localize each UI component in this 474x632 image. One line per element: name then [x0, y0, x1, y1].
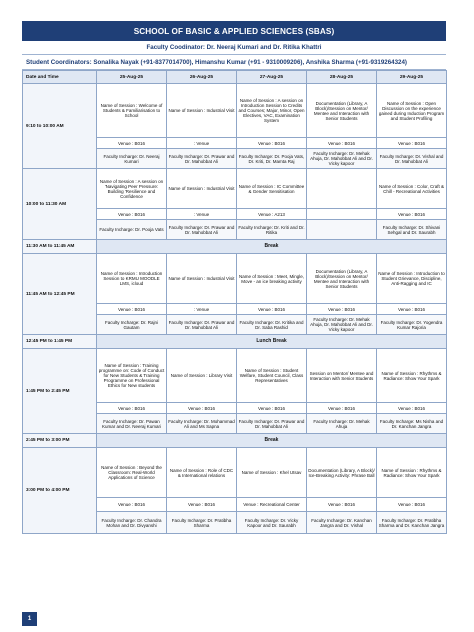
schedule-table [22, 70, 447, 534]
faculty-cell: Faculty Incharge: Dr. Prawar and Dr. Mahobbat Ali [237, 414, 307, 434]
session-cell: Name of Session : Introduction to Student Grievance, Discipline, Anti-Ragging and IC [377, 254, 447, 304]
session-cell: Name of Session : Library Visit [167, 349, 237, 403]
faculty-cell: Faculty Incharge: Dr. Chandra Mohan and Dr. Divyanshi [97, 512, 167, 534]
venue-cell: Venue : Recreational Center [237, 498, 307, 512]
faculty-cell [307, 220, 377, 240]
session-cell: Name of Session : Color, Craft & Chill - Recreational Activities [377, 169, 447, 209]
session-cell: Name of Session : Meet, Mingle, Move - an ice breaking activity [237, 254, 307, 304]
session-cell: Session on Mentor/ Mentee and Interaction with Senior Students [307, 349, 377, 403]
time-slot: 1:45 PM to 2:45 PM [23, 349, 97, 434]
time-slot: 9:10 to 10:00 AM [23, 84, 97, 169]
break-cell: Lunch Break [97, 335, 447, 349]
faculty-cell: Faculty Incharge: Ms Nisha and Dr. Kanchan Jangra [377, 414, 447, 434]
column-header: 29-Aug-25 [377, 71, 447, 84]
venue-cell: Venue : B016 [237, 304, 307, 315]
session-row [23, 169, 447, 209]
venue-cell: Venue : B016 [237, 403, 307, 414]
time-slot: 2:45 PM to 3:00 PM [23, 434, 97, 448]
break-cell: Break [97, 434, 447, 448]
break-row [23, 335, 447, 349]
faculty-cell: Faculty Incharge: Dr. Pooja Vats, Dr. Kriti, Dr. Mamta Raj [237, 149, 307, 169]
session-cell: Name of Session : Student Welfare, Student Council, Class Representatives [237, 349, 307, 403]
venue-cell: Venue : B016 [167, 403, 237, 414]
venue-cell: : Venue [167, 304, 237, 315]
time-slot: 11:45 AM to 12:45 PM [23, 254, 97, 335]
venue-cell: Venue : B016 [377, 209, 447, 220]
time-slot: 10:00 to 11:30 AM [23, 169, 97, 240]
session-cell [307, 169, 377, 209]
faculty-cell: Faculty Incharge: Dr. Prawar and Dr. Mahobbat Ali [167, 220, 237, 240]
faculty-cell: Faculty Incharge: Dr. Mohammad Ali and Ms Sapna [167, 414, 237, 434]
session-cell: Name of Session : Welcome of Students & Familiarisation to School [97, 84, 167, 138]
session-cell: Name of Session : Rhythms & Radiance: Show Your Spark [377, 349, 447, 403]
session-row [23, 448, 447, 498]
session-cell: Name of Session : Industrial Visit [167, 169, 237, 209]
faculty-cell: Faculty Incharge: Dr. Mehak Ahuja, Dr. Mahobbat Ali and Dr. Vicky kapoor [307, 315, 377, 335]
break-row [23, 240, 447, 254]
venue-cell: Venue : B016 [377, 138, 447, 149]
student-coordinators: Student Coordinators: Sonalika Nayak (+91-8377014700), Himanshu Kumar (+91 - 9310009206), Anshika Sharma (+91-9319264324) [22, 55, 446, 70]
venue-cell: Venue : A213 [237, 209, 307, 220]
session-cell: Name of Session : Role of CDC & International relations [167, 448, 237, 498]
venue-cell: Venue : B016 [307, 498, 377, 512]
session-cell: Name of Session : Industrial Visit [167, 84, 237, 138]
faculty-cell: Faculty Incharge: Dr. Prawar and Dr. Mahobbat Ali [167, 315, 237, 335]
faculty-cell: Faculty Incharge: Dr. Pratibha Sharma and Dr. Kanchan Jangra [377, 512, 447, 534]
venue-cell: Venue : B016 [377, 304, 447, 315]
faculty-cell: Faculty Incharge: Dr. Pawan Kumar and Dr. Neeraj Kumari [97, 414, 167, 434]
session-cell: Name of Session : Open Discussion on the experience gained during Induction Program and Student Profiling [377, 84, 447, 138]
session-cell: Name of Session : Beyond the Classroom: Real-World Applications of Science [97, 448, 167, 498]
schedule-sheet [22, 21, 446, 534]
column-header: 26-Aug-25 [167, 71, 237, 84]
venue-cell: Venue : B016 [377, 498, 447, 512]
session-cell: Documentation (Library, A Block)/Session on Mentor/ Mentee and Interaction with Senior Students [307, 254, 377, 304]
faculty-cell: Faculty Incharge: Dr. Kanchan Jangra and Dr. Vishal [307, 512, 377, 534]
venue-cell: Venue : B016 [237, 138, 307, 149]
session-row [23, 349, 447, 403]
table-header-row [23, 71, 447, 84]
venue-cell: Venue : B016 [377, 403, 447, 414]
venue-cell: : Venue [167, 209, 237, 220]
faculty-cell: Faculty Incharge: Dr. Mehak Ahuja, Dr. Mahobbat Ali and Dr. Vicky kapoor [307, 149, 377, 169]
time-slot: 11:30 AM to 11:45 AM [23, 240, 97, 254]
venue-cell: Venue : B016 [307, 138, 377, 149]
faculty-cell: Faculty Incharge: Dr. Rajni Gautam [97, 315, 167, 335]
column-header: 28-Aug-25 [307, 71, 377, 84]
column-header: 27-Aug-25 [237, 71, 307, 84]
session-cell: Name of Session : Industrial Visit [167, 254, 237, 304]
faculty-cell: Faculty Incharge: Dr. Mehak Ahuja [307, 414, 377, 434]
venue-cell: : Venue [167, 138, 237, 149]
column-header: 25-Aug-25 [97, 71, 167, 84]
session-cell: Name of Session : Training programme on: Code of Conduct for New Students & Training Programme on Professional Ethics for New students [97, 349, 167, 403]
page-title: SCHOOL OF BASIC & APPLIED SCIENCES (SBAS) [22, 21, 446, 41]
session-row [23, 84, 447, 138]
page-number: 1 [22, 612, 37, 626]
faculty-cell: Faculty Incharge: Dr. Vicky Kapoor and Dr. Saurabh [237, 512, 307, 534]
break-cell: Break [97, 240, 447, 254]
venue-cell [307, 209, 377, 220]
venue-cell: Venue : B016 [307, 304, 377, 315]
session-cell: Name of Session : Introduction Session to KRMU MOODLE LMS, icloud [97, 254, 167, 304]
faculty-cell: Faculty Incharge: Dr. Prawar and Dr. Mahobbat Ali [167, 149, 237, 169]
session-cell: Documentation (Library, A Block)/ Ice-Breaking Activity: Phrase Ball [307, 448, 377, 498]
venue-cell: Venue : B016 [97, 304, 167, 315]
session-cell: Name of Session : A session on Introduction Session to Credits and Courses; Major, Minor, Open Electives, VAC, Examination System [237, 84, 307, 138]
session-cell: Name of Session : IC Committee & Gender Sensitisation [237, 169, 307, 209]
session-cell: Name of Session : Rhythms & Radiance: Show Your Spark [377, 448, 447, 498]
time-slot: 12:45 PM to 1:45 PM [23, 335, 97, 349]
faculty-cell: Faculty Incharge: Dr. Kritika and Dr. Saba Rashid [237, 315, 307, 335]
venue-cell: Venue : B016 [97, 403, 167, 414]
faculty-coordinator: Faculty Coodinator: Dr. Neeraj Kumari and Dr. Ritika Khattri [22, 41, 446, 55]
time-slot: 3:00 PM to 4:00 PM [23, 448, 97, 534]
venue-cell: Venue : B016 [97, 138, 167, 149]
venue-cell: Venue : B016 [167, 498, 237, 512]
faculty-cell: Faculty Incharge: Dr. Vishal and Dr. Mahobbat Ali [377, 149, 447, 169]
session-cell: Documentation (Library, A Block)/Session on Mentor/ Mentee and Interaction with Senior Students [307, 84, 377, 138]
break-row [23, 434, 447, 448]
faculty-cell: Faculty Incharge: Dr. Kriti and Dr. Ritika [237, 220, 307, 240]
session-cell: Name of Session : A session on 'Navigating Peer Pressure: Building 'Resilience and Confidence [97, 169, 167, 209]
faculty-cell: Faculty Incharge: Dr. Pratibha Sharma [167, 512, 237, 534]
faculty-cell: Faculty Incharge: Dr. Neeraj Kumari [97, 149, 167, 169]
column-header: Date and Time [23, 71, 97, 84]
faculty-cell: Faculty Incharge: Dr. Yogendra Kumar Rajoria [377, 315, 447, 335]
venue-cell: Venue : B016 [97, 209, 167, 220]
faculty-cell: Faculty Incharge: Dr. Shivani Sehgal and Dr. Saurabh [377, 220, 447, 240]
venue-cell: Venue : B016 [97, 498, 167, 512]
faculty-cell: Faculty Incharge: Dr. Pooja Vats [97, 220, 167, 240]
session-cell: Name of Session : Khel Utsav [237, 448, 307, 498]
session-row [23, 254, 447, 304]
venue-cell: Venue : B016 [307, 403, 377, 414]
